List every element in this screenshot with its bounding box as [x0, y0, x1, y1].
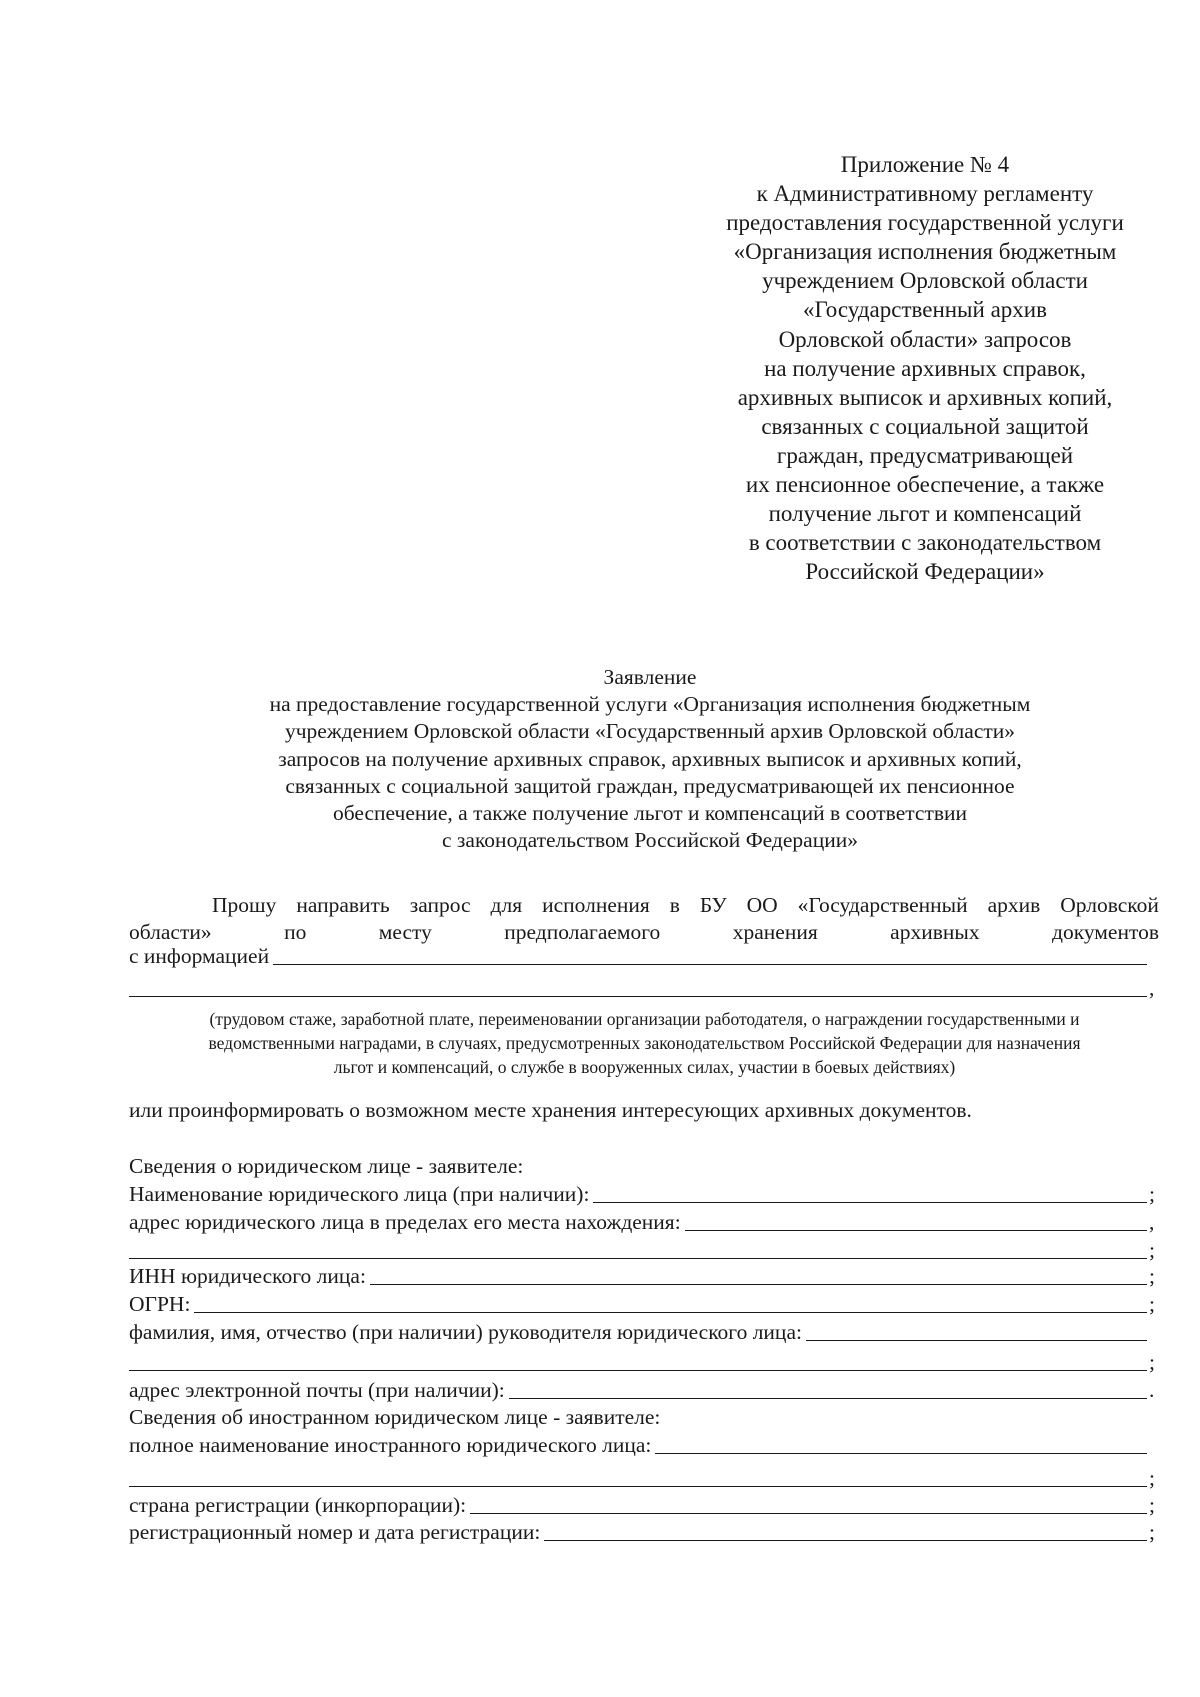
- head-name-label: фамилия, имя, отчество (при наличии) руководителя юридического лица:: [129, 1320, 802, 1344]
- appendix-line: их пенсионное обеспечение, а также: [745, 472, 1105, 498]
- inn-input-line[interactable]: [370, 1283, 1147, 1285]
- registration-label: регистрационный номер и дата регистрации:: [129, 1520, 541, 1544]
- legal-address-continuation-row[interactable]: [129, 1236, 1159, 1264]
- row-end-punct: ;: [1149, 1493, 1155, 1517]
- legal-name-input-line[interactable]: [593, 1201, 1147, 1203]
- statement-title-block: [180, 664, 1120, 854]
- legal-entity-heading: Сведения о юридическом лице - заявителе:: [129, 1154, 524, 1178]
- word: архивных: [890, 920, 980, 944]
- request-line-1: [129, 892, 1159, 919]
- word: документов: [1052, 920, 1159, 944]
- info-field-row[interactable]: [129, 942, 1159, 970]
- legal-address-label: адрес юридического лица в пределах его места нахождения:: [129, 1210, 681, 1234]
- foreign-name-continuation-line[interactable]: [129, 1485, 1147, 1487]
- statement-subtitle-line: запросов на получение архивных справок, архивных выписок и архивных копий,: [278, 746, 1022, 771]
- word: ОО: [746, 893, 778, 917]
- statement-subtitle-line: обеспечение, а также получение льгот и компенсаций в соответствии: [332, 801, 968, 826]
- row-end-punct: ;: [1149, 1292, 1155, 1316]
- appendix-line: архивных выписок и архивных копий,: [737, 384, 1113, 410]
- row-end-punct: .: [1149, 1378, 1155, 1402]
- alternative-request: или проинформировать о возможном месте хранения интересующих архивных документов.: [129, 1098, 972, 1122]
- head-name-continuation-row[interactable]: [129, 1348, 1159, 1376]
- statement-subtitle-line: на предоставление государственной услуги «Организация исполнения бюджетным: [269, 692, 1031, 717]
- info-continuation-line[interactable]: [129, 995, 1147, 997]
- head-name-continuation-line[interactable]: [129, 1369, 1147, 1371]
- head-name-row[interactable]: [129, 1318, 1159, 1346]
- inn-label: ИНН юридического лица:: [129, 1264, 366, 1288]
- word: по: [284, 920, 307, 944]
- word: архив: [987, 893, 1041, 917]
- email-row[interactable]: [129, 1376, 1159, 1404]
- note-line: ведомственными наградами, в случаях, предусмотренных законодательством Российской Федерации для назначения: [208, 1033, 1081, 1053]
- appendix-line: к Административному регламенту: [756, 181, 1094, 207]
- registration-row[interactable]: [129, 1518, 1159, 1546]
- legal-address-input-line[interactable]: [685, 1229, 1147, 1231]
- appendix-line: Орловской области» запросов: [778, 326, 1072, 352]
- statement-subtitle-line: учреждением Орловской области «Государственный архив Орловской области»: [284, 719, 1016, 744]
- statement-subtitle-line: с законодательством Российской Федерации»: [442, 828, 858, 853]
- word: в: [669, 893, 680, 917]
- country-label: страна регистрации (инкорпорации):: [129, 1493, 467, 1517]
- foreign-name-row[interactable]: [129, 1431, 1159, 1459]
- row-end-punct: ;: [1149, 1264, 1155, 1288]
- note-line: льгот и компенсаций, о службе в вооруженных силах, участии в боевых действиях): [333, 1057, 956, 1077]
- row-end-punct: ;: [1149, 1350, 1155, 1374]
- row-end-punct: ;: [1149, 1182, 1155, 1206]
- request-paragraph: [129, 892, 1159, 946]
- appendix-line: учреждением Орловской области: [762, 268, 1088, 294]
- info-input-line[interactable]: [273, 963, 1147, 965]
- statement-subtitle-line: связанных с социальной защитой граждан, предусматривающей их пенсионное: [285, 773, 1015, 798]
- appendix-line: предоставления государственной услуги: [726, 210, 1124, 236]
- word: предполагаемого: [504, 920, 661, 944]
- ogrn-row[interactable]: [129, 1290, 1159, 1318]
- legal-name-row[interactable]: [129, 1180, 1159, 1208]
- legal-name-label: Наименование юридического лица (при наличии):: [129, 1182, 590, 1206]
- appendix-line: получение льгот и компенсаций: [768, 501, 1082, 527]
- appendix-header: [690, 150, 1160, 586]
- statement-title: Заявление: [603, 665, 697, 689]
- word: для: [490, 893, 523, 917]
- ogrn-input-line[interactable]: [194, 1311, 1147, 1313]
- foreign-name-input-line[interactable]: [655, 1452, 1147, 1454]
- appendix-line: граждан, предусматривающей: [776, 442, 1074, 468]
- note-line: (трудовом стаже, заработной плате, переименовании организации работодателя, о награждении государственными и: [209, 1009, 1080, 1029]
- word: исполнения: [542, 893, 650, 917]
- ogrn-label: ОГРН:: [129, 1292, 191, 1316]
- info-label: с информацией: [129, 944, 270, 968]
- word: направить: [296, 893, 390, 917]
- info-note: [132, 1007, 1157, 1079]
- appendix-line: «Организация исполнения бюджетным: [733, 239, 1117, 265]
- word: «Государственный: [797, 893, 968, 917]
- row-end-punct: ;: [1149, 1520, 1155, 1544]
- word: месту: [378, 920, 432, 944]
- appendix-line: Приложение № 4: [840, 152, 1010, 177]
- row-end-punct: ;: [1149, 1466, 1155, 1490]
- head-name-input-line[interactable]: [806, 1339, 1147, 1341]
- word: запрос: [409, 893, 471, 917]
- word: БУ: [699, 893, 727, 917]
- appendix-line: «Государственный архив: [803, 297, 1047, 323]
- email-label: адрес электронной почты (при наличии):: [129, 1378, 505, 1402]
- foreign-name-label: полное наименование иностранного юридического лица:: [129, 1433, 652, 1457]
- email-input-line[interactable]: [509, 1397, 1147, 1399]
- word: хранения: [732, 920, 818, 944]
- country-row[interactable]: [129, 1491, 1159, 1519]
- row-end-punct: ;: [1149, 1238, 1155, 1262]
- row-end-punct: ,: [1149, 976, 1155, 1000]
- country-input-line[interactable]: [470, 1512, 1147, 1514]
- appendix-line: в соответствии с законодательством: [748, 530, 1102, 556]
- legal-address-row[interactable]: [129, 1208, 1159, 1236]
- appendix-line: связанных с социальной защитой: [761, 413, 1089, 439]
- appendix-line: Российской Федерации»: [805, 559, 1045, 585]
- appendix-line: на получение архивных справок,: [764, 355, 1086, 381]
- word: области»: [129, 920, 212, 944]
- legal-address-continuation-line[interactable]: [129, 1257, 1147, 1259]
- inn-row[interactable]: [129, 1262, 1159, 1290]
- foreign-entity-heading: Сведения об иностранном юридическом лице - заявителе:: [129, 1405, 661, 1429]
- info-continuation-row[interactable]: [129, 974, 1159, 1002]
- row-end-punct: ,: [1149, 1210, 1155, 1234]
- registration-input-line[interactable]: [544, 1539, 1147, 1541]
- word: Прошу: [212, 893, 277, 917]
- word: Орловской: [1060, 893, 1159, 917]
- foreign-name-continuation-row[interactable]: [129, 1464, 1159, 1492]
